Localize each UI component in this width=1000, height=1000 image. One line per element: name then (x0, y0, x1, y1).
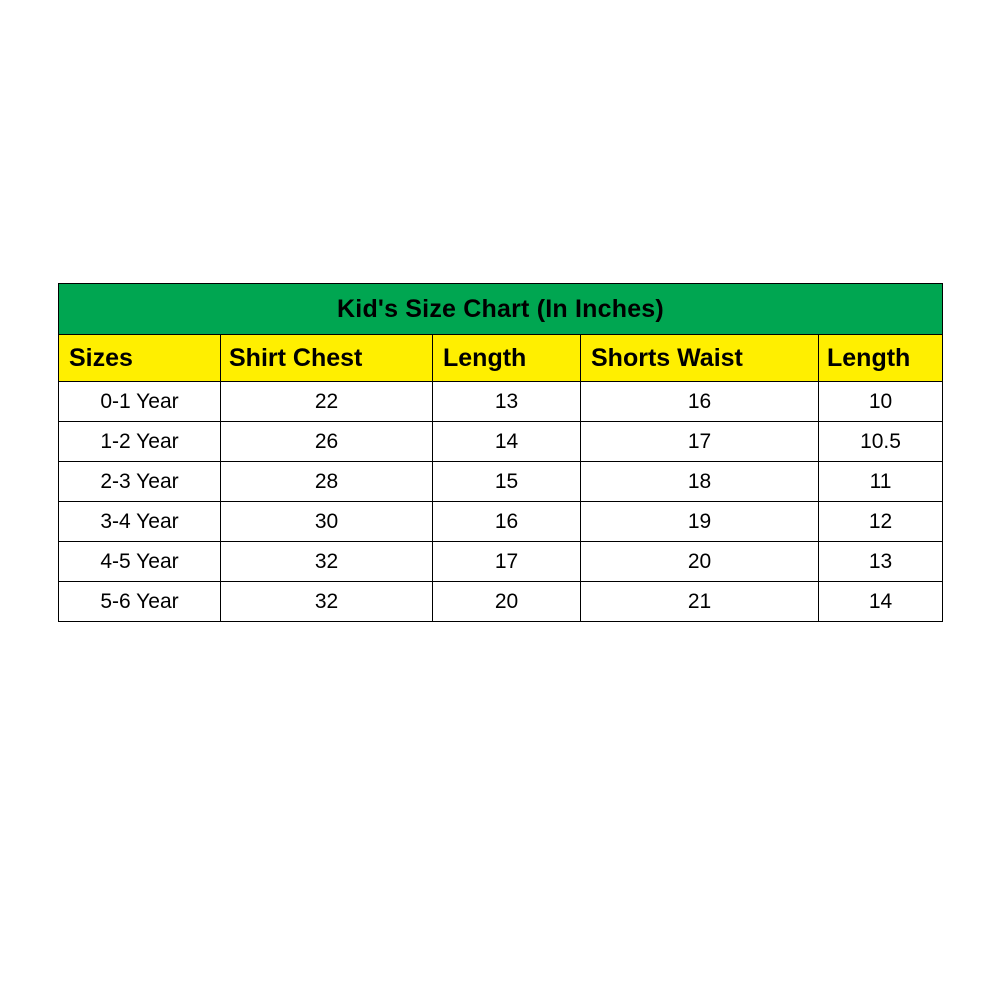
cell-shorts-length: 11 (819, 462, 943, 502)
table-row (59, 542, 943, 582)
cell-shorts-waist: 16 (581, 382, 819, 422)
column-header-shorts-waist: Shorts Waist (581, 335, 819, 382)
cell-size: 0-1 Year (59, 382, 221, 422)
cell-shirt-length: 15 (433, 462, 581, 502)
column-header-shirt-length: Length (433, 335, 581, 382)
table-row (59, 422, 943, 462)
cell-shirt-length: 16 (433, 502, 581, 542)
cell-shorts-length: 10 (819, 382, 943, 422)
column-header-shorts-length: Length (819, 335, 943, 382)
cell-size: 1-2 Year (59, 422, 221, 462)
cell-size: 4-5 Year (59, 542, 221, 582)
cell-shirt-chest: 32 (221, 582, 433, 622)
cell-size: 3-4 Year (59, 502, 221, 542)
cell-shorts-waist: 17 (581, 422, 819, 462)
table-header-row (59, 335, 943, 382)
cell-size: 5-6 Year (59, 582, 221, 622)
cell-shirt-chest: 22 (221, 382, 433, 422)
column-header-sizes: Sizes (59, 335, 221, 382)
cell-size: 2-3 Year (59, 462, 221, 502)
cell-shirt-chest: 30 (221, 502, 433, 542)
cell-shorts-waist: 21 (581, 582, 819, 622)
size-chart-table (58, 283, 943, 622)
cell-shorts-length: 10.5 (819, 422, 943, 462)
chart-title-row (59, 284, 943, 335)
cell-shirt-chest: 32 (221, 542, 433, 582)
cell-shirt-chest: 28 (221, 462, 433, 502)
cell-shorts-length: 12 (819, 502, 943, 542)
cell-shorts-waist: 20 (581, 542, 819, 582)
cell-shirt-length: 13 (433, 382, 581, 422)
cell-shirt-length: 14 (433, 422, 581, 462)
table-row (59, 382, 943, 422)
cell-shorts-waist: 18 (581, 462, 819, 502)
table-row (59, 582, 943, 622)
table-row (59, 462, 943, 502)
cell-shorts-length: 13 (819, 542, 943, 582)
column-header-shirt-chest: Shirt Chest (221, 335, 433, 382)
cell-shirt-length: 20 (433, 582, 581, 622)
page-title: Kid's Size Chart (In Inches) (59, 284, 943, 335)
cell-shirt-length: 17 (433, 542, 581, 582)
cell-shorts-waist: 19 (581, 502, 819, 542)
cell-shorts-length: 14 (819, 582, 943, 622)
table-row (59, 502, 943, 542)
cell-shirt-chest: 26 (221, 422, 433, 462)
size-chart-container (58, 283, 942, 622)
